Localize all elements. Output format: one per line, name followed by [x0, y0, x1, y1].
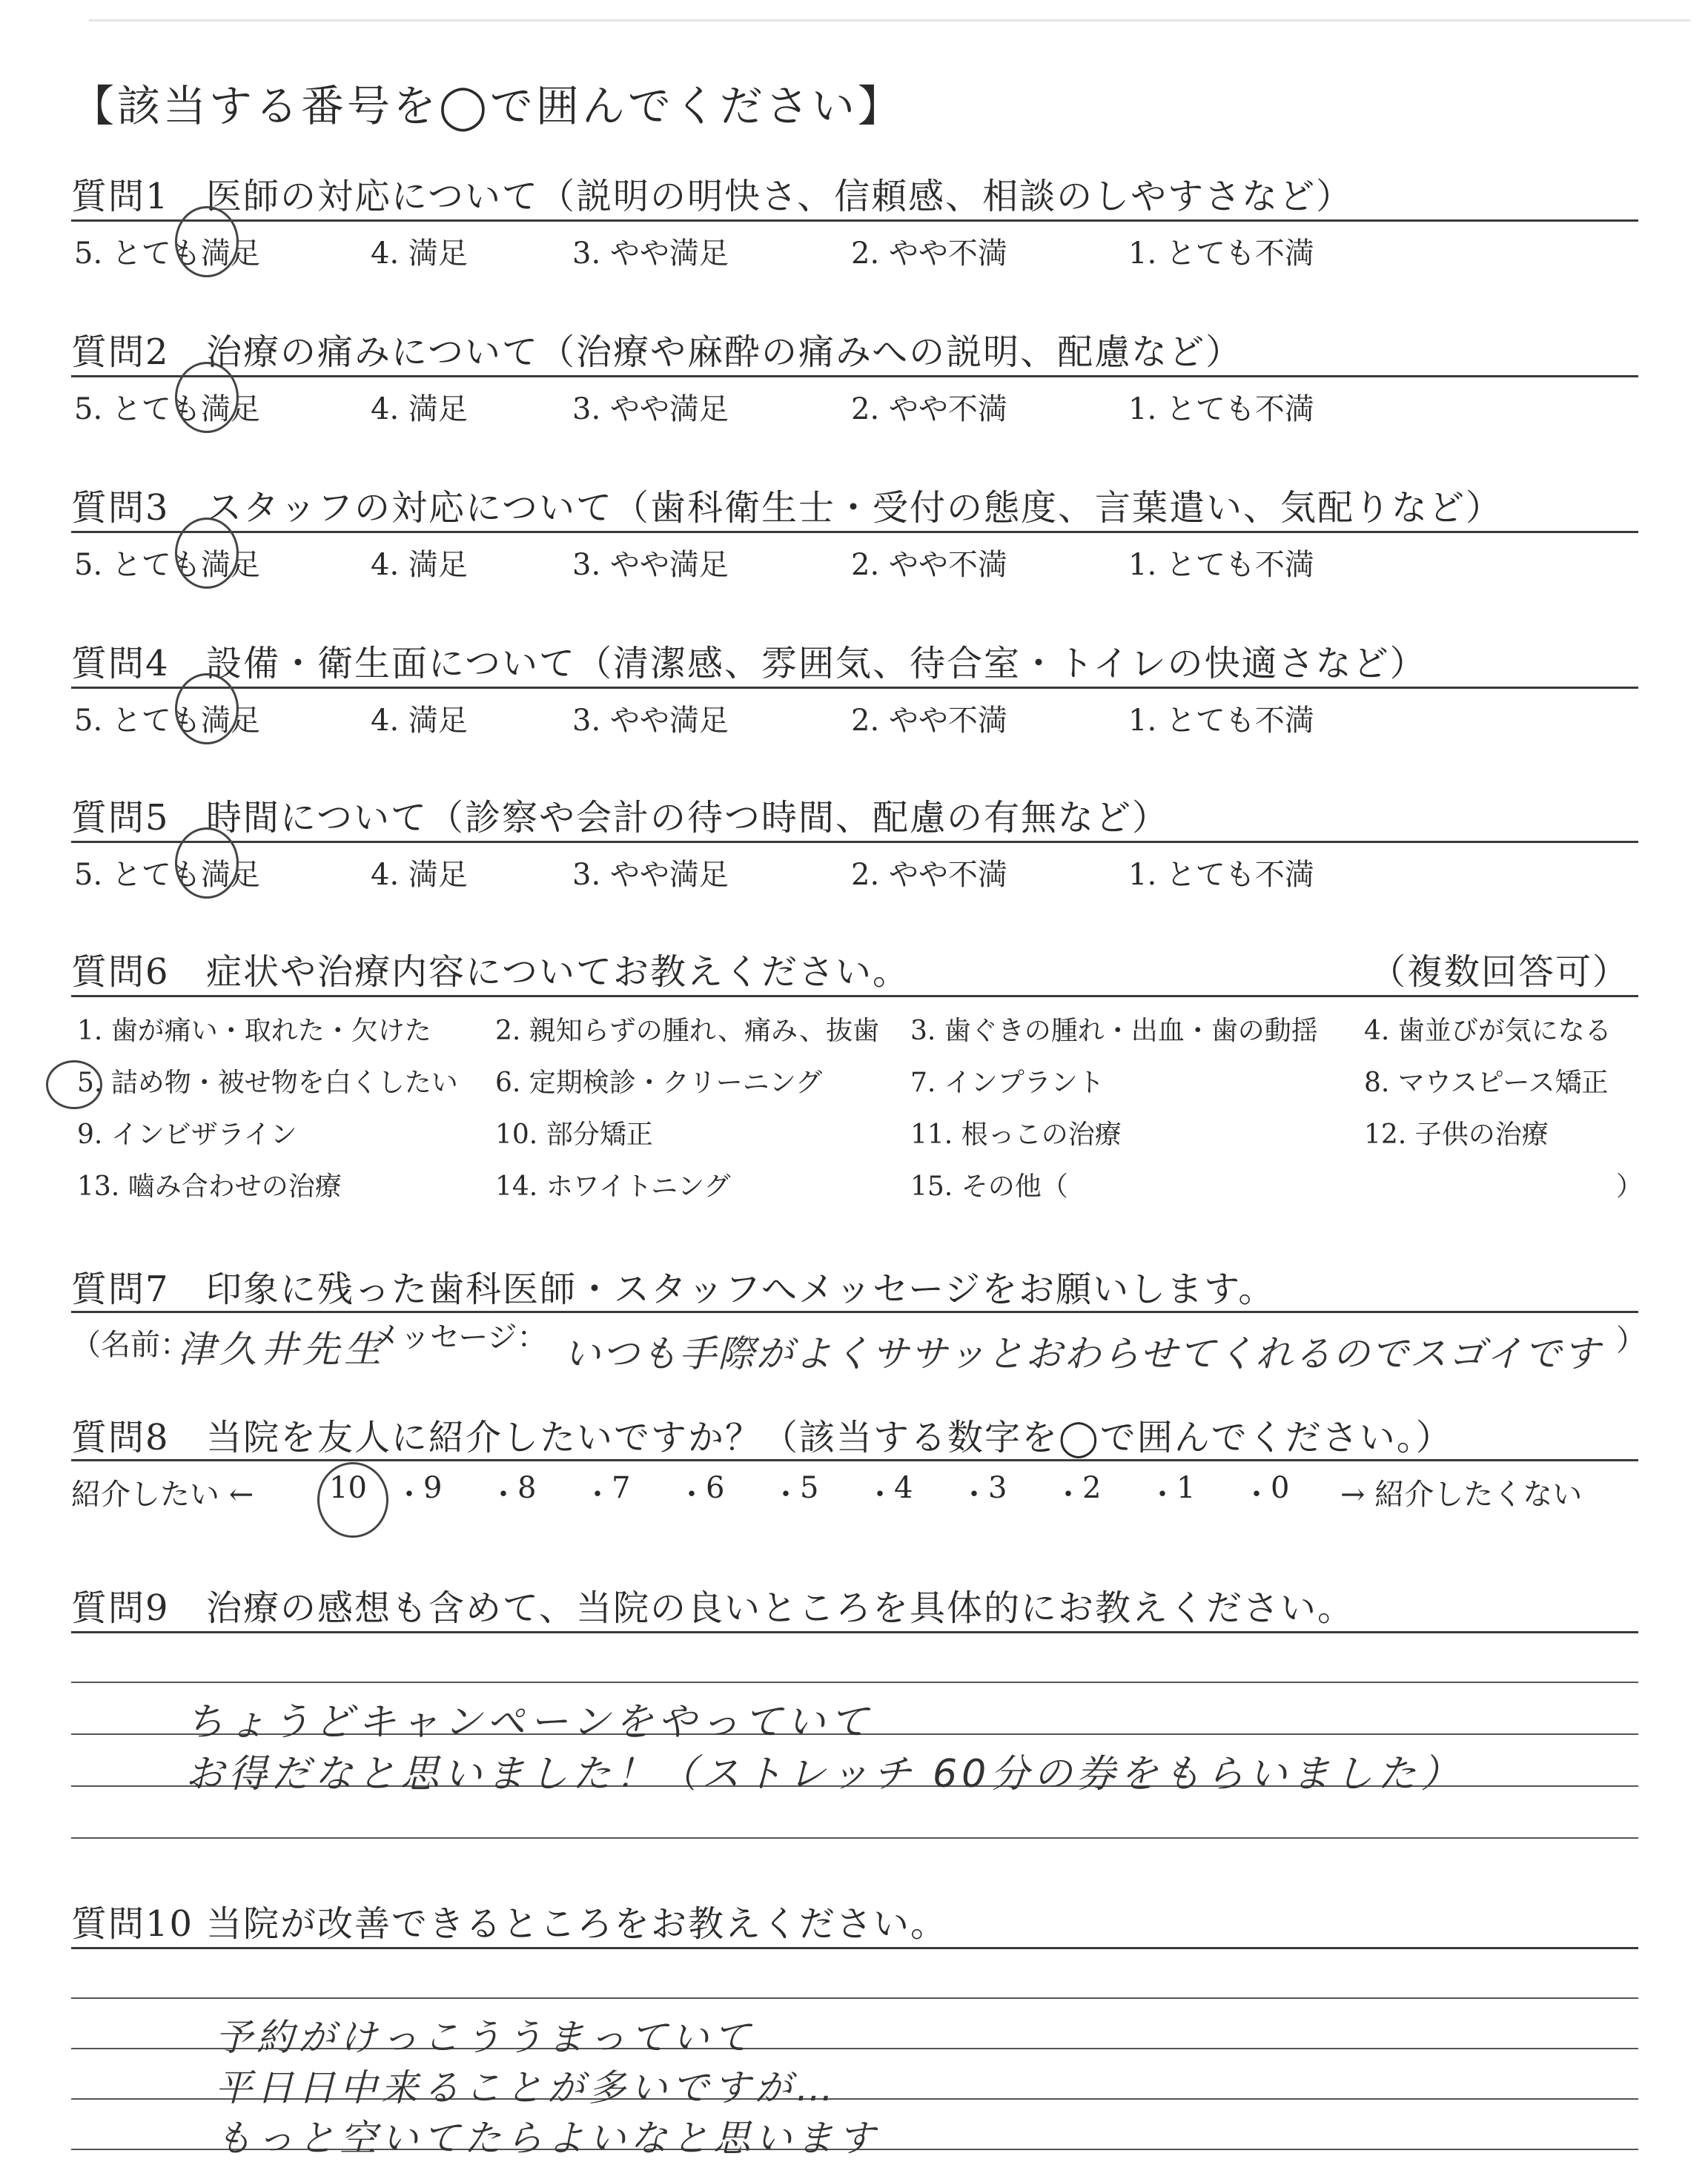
circle-mark: [175, 827, 239, 899]
q6-option: 13. 嚙み合わせの治療: [77, 1171, 342, 1202]
scan-edge: [89, 19, 1690, 22]
q9-answer-line: [71, 1837, 1638, 1839]
rating-option: 1. とても不満: [1128, 392, 1314, 426]
q6-option: 8. マウスピース矯正: [1364, 1068, 1609, 1098]
q6-label: 質問6: [71, 951, 170, 993]
rating-option: 2. やや不満: [851, 237, 1007, 271]
q10-text: 当院が改善できるところをお教えください。: [206, 1903, 948, 1945]
question-rule: [71, 219, 1638, 222]
q8-scale-value: 1: [1176, 1471, 1196, 1505]
rating-option: 3. やや満足: [572, 392, 729, 426]
question-text: 医師の対応について（説明の明快さ、信頼感、相談のしやすさなど）: [206, 176, 1354, 217]
rating-option: 5. とても満足: [74, 704, 260, 738]
q8-scale-value: 8: [517, 1471, 537, 1505]
q6-option: ）: [1616, 1171, 1644, 1202]
rating-option: 3. やや満足: [572, 237, 729, 271]
rating-option: 4. 満足: [371, 548, 468, 582]
rating-option: 5. とても満足: [74, 392, 260, 426]
question-label: 質問2: [71, 331, 170, 373]
q6-option: 2. 親知らずの腫れ、痛み、抜歯: [495, 1016, 880, 1046]
q8-scale-separator: ・: [959, 1478, 989, 1512]
question-rule: [71, 687, 1638, 689]
q7-name-handwritten: 津久井先生: [178, 1328, 385, 1371]
q8-label: 質問8: [71, 1417, 170, 1458]
q9-rule: [71, 1631, 1638, 1633]
question-text: 時間について（診察や会計の待つ時間、配慮の有無など）: [206, 797, 1170, 839]
rating-option: 5. とても満足: [74, 548, 260, 582]
q6-option: 7. インプラント: [910, 1068, 1105, 1098]
q7-rule: [71, 1311, 1638, 1313]
q8-scale-separator: ・: [1148, 1478, 1177, 1512]
q8-scale-value: 7: [612, 1471, 631, 1505]
q6-note: （複数回答可）: [1370, 951, 1630, 993]
rating-option: 1. とても不満: [1128, 237, 1314, 271]
rating-option: 5. とても満足: [74, 237, 260, 271]
q6-option: 5. 詰め物・被せ物を白くしたい: [77, 1068, 458, 1098]
rating-option: 3. やや満足: [572, 858, 729, 892]
q7-message-label: メッセージ：: [371, 1320, 547, 1355]
rating-option: 3. やや満足: [572, 704, 729, 738]
rating-option: 4. 満足: [371, 858, 468, 892]
rating-option: 1. とても不満: [1128, 858, 1314, 892]
question-label: 質問4: [71, 643, 170, 684]
q9-text: 治療の感想も含めて、当院の良いところを具体的にお教えください。: [206, 1587, 1355, 1629]
q6-option: 10. 部分矯正: [495, 1120, 653, 1150]
q7-label: 質問7: [71, 1269, 170, 1310]
q8-scale-value: 0: [1271, 1471, 1290, 1505]
rating-option: 1. とても不満: [1128, 704, 1314, 738]
q8-rule: [71, 1459, 1638, 1461]
question-text: 設備・衛生面について（清潔感、雰囲気、待合室・トイレの快適さなど）: [206, 643, 1427, 684]
question-label: 質問5: [71, 797, 170, 839]
q6-option: 15. その他（: [910, 1171, 1068, 1202]
question-text: スタッフの対応について（歯科衛生士・受付の態度、言葉遣い、気配りなど）: [206, 487, 1503, 529]
q10-answer-line: [71, 1997, 1638, 1999]
rating-option: 2. やや不満: [851, 858, 1007, 892]
q8-right-label: → 紹介したくない: [1340, 1478, 1583, 1512]
q8-scale-separator: ・: [489, 1478, 518, 1512]
q6-option: 6. 定期検診・クリーニング: [495, 1068, 823, 1098]
q8-scale-value: 6: [706, 1471, 725, 1505]
q7-message-handwritten: いつも手際がよくササッとおわらせてくれるのでスゴイです: [563, 1332, 1601, 1375]
q8-scale-value: 3: [988, 1471, 1007, 1505]
q7-close: ）: [1616, 1323, 1646, 1358]
q8-circle-mark: [317, 1462, 388, 1538]
q8-scale-value: 5: [800, 1471, 819, 1505]
rating-option: 4. 満足: [371, 392, 468, 426]
question-text: 治療の痛みについて（治療や麻酔の痛みへの説明、配慮など）: [206, 331, 1243, 373]
question-label: 質問1: [71, 176, 170, 217]
q10-label: 質問10: [71, 1903, 194, 1945]
q8-scale-separator: ・: [583, 1478, 612, 1512]
q8-scale-separator: ・: [1242, 1478, 1271, 1512]
q6-option: 11. 根っこの治療: [910, 1120, 1122, 1150]
q8-scale-value: 10: [329, 1471, 367, 1505]
q9-label: 質問9: [71, 1587, 170, 1629]
q8-scale-separator: ・: [865, 1478, 895, 1512]
q6-option: 14. ホワイトニング: [495, 1171, 731, 1202]
q8-scale-separator: ・: [1053, 1478, 1083, 1512]
q6-option: 1. 歯が痛い・取れた・欠けた: [77, 1016, 431, 1046]
circle-mark: [175, 362, 239, 433]
rating-option: 2. やや不満: [851, 392, 1007, 426]
q8-scale-value: 2: [1082, 1471, 1102, 1505]
rating-option: 4. 満足: [371, 704, 468, 738]
q8-scale-separator: ・: [677, 1478, 706, 1512]
q7-name-label: （名前：: [71, 1328, 190, 1362]
q6-option: 9. インビザライン: [77, 1120, 297, 1150]
rating-option: 3. やや満足: [572, 548, 729, 582]
q6-text: 症状や治療内容についてお教えください。: [206, 951, 910, 993]
rating-option: 2. やや不満: [851, 704, 1007, 738]
circle-mark: [175, 518, 239, 589]
q8-scale-value: 9: [423, 1471, 443, 1505]
q10-answer-line-2: 平日日中来ることが多いですが…: [215, 2066, 838, 2109]
q6-option: 12. 子供の治療: [1364, 1120, 1549, 1150]
rating-option: 5. とても満足: [74, 858, 260, 892]
question-rule: [71, 531, 1638, 533]
q9-answer-line: [71, 1682, 1638, 1683]
q8-left-label: 紹介したい ←: [71, 1478, 254, 1512]
q8-scale-separator: ・: [771, 1478, 801, 1512]
q6-option: 4. 歯並びが気になる: [1364, 1016, 1612, 1046]
rating-option: 2. やや不満: [851, 548, 1007, 582]
page-title: 【該当する番号を◯で囲んでください】: [71, 81, 904, 131]
q8-text: 当院を友人に紹介したいですか？（該当する数字を◯で囲んでください。）: [206, 1417, 1453, 1458]
rating-option: 1. とても不満: [1128, 548, 1314, 582]
rating-option: 4. 満足: [371, 237, 468, 271]
q8-scale-value: 4: [894, 1471, 913, 1505]
q10-answer-line-3: もっと空いてたらよいなと思います: [215, 2117, 879, 2160]
question-label: 質問3: [71, 487, 170, 529]
q10-answer-line-1: 予約がけっこううまっていて: [215, 2016, 755, 2059]
q8-scale-separator: ・: [394, 1478, 424, 1512]
q9-answer-line-1: ちょうどキャンペーンをやっていて: [185, 1700, 873, 1745]
circle-mark: [175, 673, 239, 744]
question-rule: [71, 841, 1638, 843]
q6-rule: [71, 995, 1638, 997]
question-rule: [71, 375, 1638, 377]
circle-mark: [175, 206, 239, 277]
q9-answer-line-2: お得だなと思いました！（ストレッチ 60分の券をもらいました）: [185, 1752, 1464, 1796]
q6-option: 3. 歯ぐきの腫れ・出血・歯の動揺: [910, 1016, 1318, 1046]
q6-circle-mark: [46, 1060, 102, 1109]
q10-rule: [71, 1947, 1638, 1949]
q7-text: 印象に残った歯科医師・スタッフへメッセージをお願いします。: [206, 1269, 1276, 1310]
